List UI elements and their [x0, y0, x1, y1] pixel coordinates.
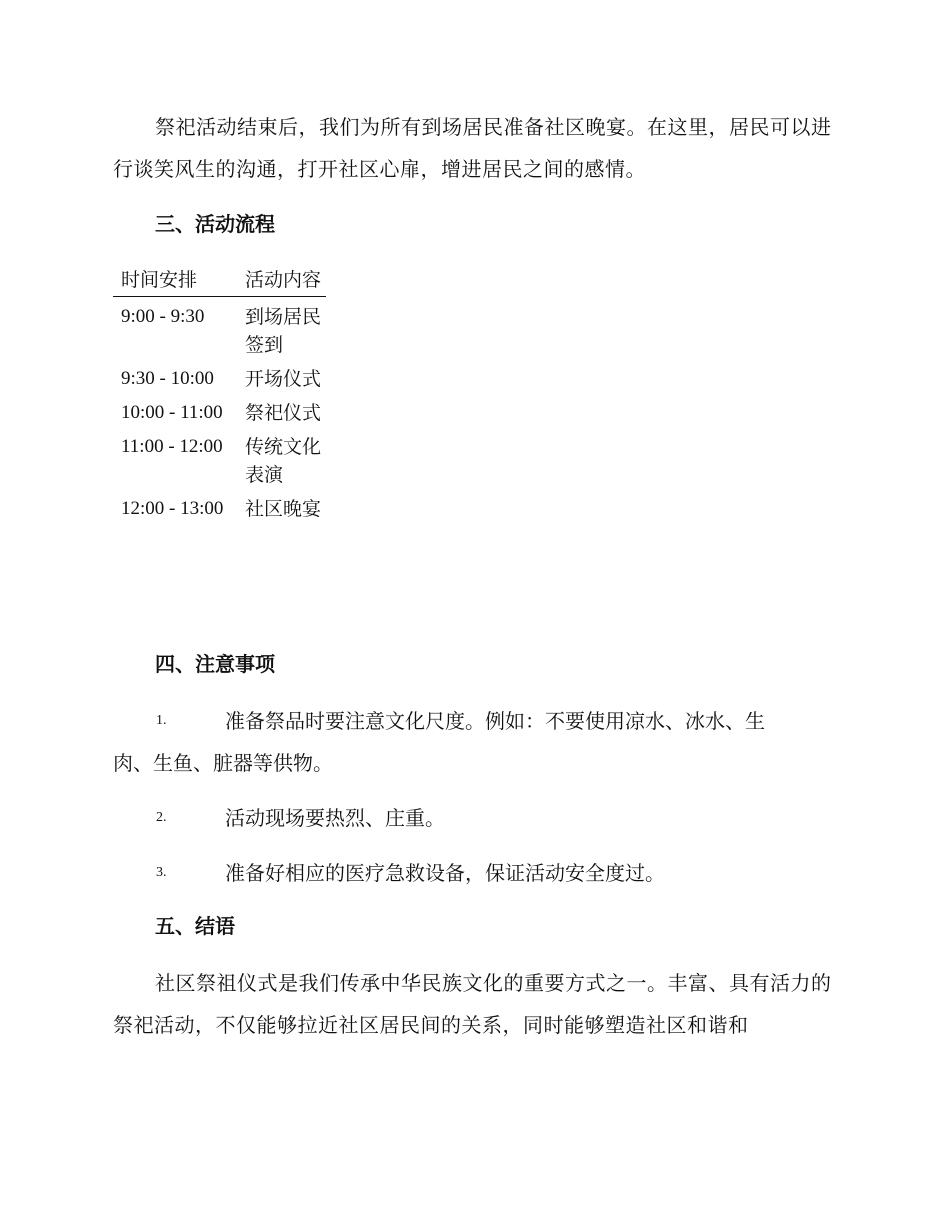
row-time: 9:30 - 10:00 [121, 368, 214, 389]
row-time: 11:00 - 12:00 [121, 436, 223, 457]
row-content: 传统文化表演 [245, 436, 322, 486]
schedule-table [113, 266, 326, 523]
table-row [113, 427, 326, 489]
row-content: 祭祀仪式 [245, 402, 322, 424]
note-number: 3. [156, 865, 167, 880]
header-content: 活动内容 [245, 266, 326, 297]
intro-paragraph: 祭祀活动结束后，我们为所有到场居民准备社区晚宴。在这里，居民可以进行谈笑风生的沟通，打开社区心扉，增进居民之间的感情。 [113, 115, 832, 181]
note-number: 2. [156, 810, 167, 825]
row-content: 开场仪式 [245, 368, 322, 390]
table-row [113, 489, 326, 523]
conclusion-paragraph: 社区祭祖仪式是我们传承中华民族文化的重要方式之一。丰富、具有活力的祭祀活动，不仅能够拉近社区居民间的关系，同时能够塑造社区和谐和 [113, 971, 832, 1037]
section-3-heading: 三、活动流程 [155, 212, 275, 236]
note-item-2 [113, 797, 833, 839]
note-text-line1: 准备好相应的医疗急救设备，保证活动安全度过。 [225, 861, 665, 885]
section-4-heading: 四、注意事项 [155, 652, 275, 676]
section-5-heading: 五、结语 [155, 914, 235, 938]
note-item-3 [113, 852, 833, 894]
note-text-line2: 肉、生鱼、脏器等供物。 [113, 751, 333, 775]
note-number: 1. [156, 713, 167, 728]
row-content: 社区晚宴 [245, 498, 322, 520]
row-time: 10:00 - 11:00 [121, 402, 223, 423]
table-row [113, 359, 326, 393]
note-item-1 [113, 700, 833, 784]
header-time: 时间安排 [113, 266, 245, 297]
table-row [113, 393, 326, 427]
row-time: 9:00 - 9:30 [121, 306, 205, 327]
note-text-line1: 活动现场要热烈、庄重。 [225, 806, 445, 830]
schedule-header-row [113, 266, 326, 297]
note-text-line1: 准备祭品时要注意文化尺度。例如：不要使用凉水、冰水、生 [225, 709, 765, 733]
row-time: 12:00 - 13:00 [121, 498, 224, 519]
table-row [113, 297, 326, 360]
row-content: 到场居民签到 [245, 306, 322, 356]
